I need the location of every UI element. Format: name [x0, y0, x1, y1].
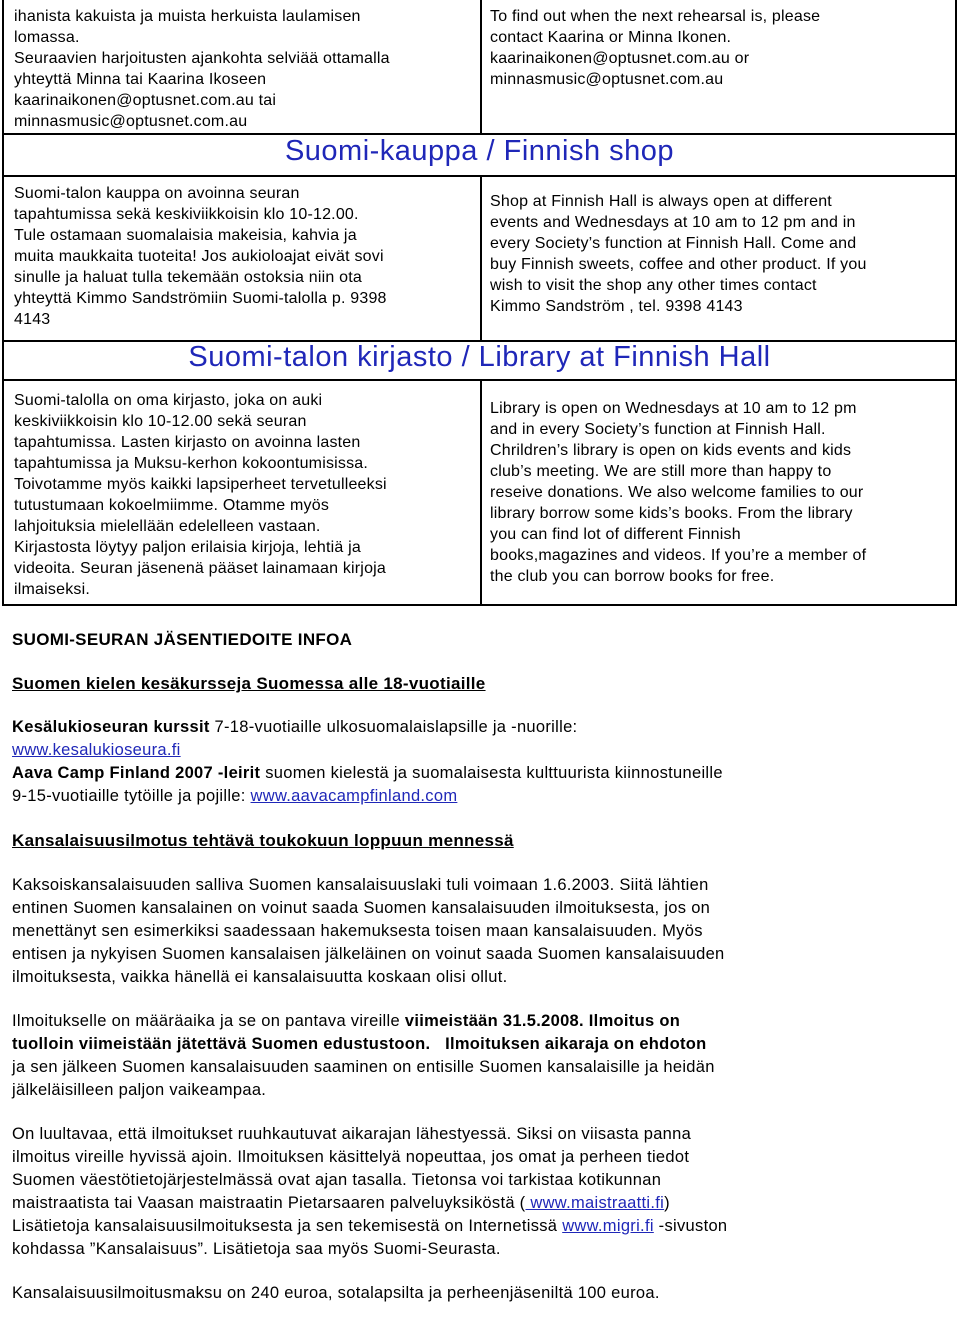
library-fi: Suomi-talolla on oma kirjasto, joka on auki keskiviikkoisin klo 10-12.00 sekä seuran tapahtumissa. Lasten kirjasto on avoinna lasten tapahtumissa ja Muksu-kerhon kokoontumisissa. Toivotamme myös kaikki lapsiperheet tervetulleeksi tutustumaan kokoelmiimme. Otamme myös lahjoituksia mielellään edelelleen vastaan. Kirjastosta löytyy paljon erilaisia kirjoja, lehtiä ja videoita. Seuran jäsenenä pääset lainamaan kirjoja ilmaiseksi.: [14, 392, 387, 598]
info-heading: SUOMI-SEURAN JÄSENTIEDOITE INFOA: [12, 630, 353, 649]
fee-text: Kansalaisuusilmoitusmaksu on 240 euroa, sotalapsilta ja perheenjäseniltä 100 euroa.: [12, 1284, 660, 1302]
aava-link[interactable]: www.aavacampfinland.com: [250, 787, 458, 805]
rehearsal-fi: ihanista kakuista ja muista herkuista laulamisen lomassa. Seuraavien harjoitusten ajankohta selviää ottamalla yhteyttä Minna tai Kaarina Ikoseen kaarinaikonen@optusnet.com.au tai minnasmusic@optusnet.com.au: [14, 8, 390, 130]
course-heading: Suomen kielen kesäkursseja Suomessa alle 18-vuotiaille: [12, 674, 486, 693]
para3-line: kohdassa ”Kansalaisuus”. Lisätietoja saa myös Suomi-Seurasta.: [12, 1240, 501, 1258]
shop-title: Suomi-kauppa / Finnish shop: [284, 135, 675, 167]
aava-title: Aava Camp Finland 2007 -leirit: [12, 764, 261, 782]
table-frame: [2, 0, 957, 606]
library-en: Library is open on Wednesdays at 10 am to 12 pm and in every Society’s function at Finnish Hall. Chrildren’s library is open on kids events and kids club’s meeting. We are still more than happy to reseive donations. We also welcome families to our library borrow some kids’s books. From the library you can find lot of different Finnish books,magazines and videos. If you’re a member of the club you can borrow books for free.: [490, 400, 867, 585]
para3-text: maistraatista tai Vaasan maistraatin Pietarsaaren palveluyksiköstä (: [12, 1194, 526, 1212]
para3-paren: ): [664, 1194, 670, 1212]
info-section: [12, 628, 947, 1305]
para1-line: Kaksoiskansalaisuuden salliva Suomen kansalaisuuslaki tuli voimaan 1.6.2003. Siitä lähtien: [12, 876, 709, 894]
para2-bold-2: Ilmoituksen aikaraja on ehdoton: [445, 1035, 707, 1053]
para1-line: entinen Suomen kansalainen on voinut saada Suomen kansalaisuuden ilmoituksesta, jos on: [12, 899, 711, 917]
column-divider: [480, 0, 482, 133]
para3-text-2: Lisätietoja kansalaisuusilmoituksesta ja sen tekemisestä on Internetissä: [12, 1217, 563, 1235]
para3-suffix: -sivuston: [653, 1217, 728, 1235]
shop-en: Shop at Finnish Hall is always open at different events and Wednesdays at 10 am to 12 pm and in every Society’s function at Finnish Hall. Come and buy Finnish sweets, coffee and other product. If you wish to visit the shop any other times contact Kimmo Sandström , tel. 9398 4143: [490, 193, 867, 315]
para3-line: On luultavaa, että ilmoitukset ruuhkautuvat aikarajan lähestyessä. Siksi on viisasta panna: [12, 1125, 692, 1143]
library-title: Suomi-talon kirjasto / Library at Finnish Hall: [188, 341, 771, 373]
kesalukio-link[interactable]: www.kesalukioseura.fi: [12, 741, 181, 759]
para1-line: menettänyt sen esimerkiksi saadessaan hakemuksesta toisen maan kansalaisuuden. Myös: [12, 922, 703, 940]
maistraatti-link[interactable]: www.maistraatti.fi: [525, 1194, 665, 1212]
para2-line: jälkeläisilleen paljon vaikeampaa.: [12, 1081, 267, 1099]
aava-text: suomen kielestä ja suomalaisesta kulttuurista kiinnostuneille: [260, 764, 723, 782]
para1-line: entisen ja nykyisen Suomen kansalaisen jälkeläinen on voinut saada Suomen kansalaisuuden: [12, 945, 725, 963]
shop-fi: Suomi-talon kauppa on avoinna seuran tapahtumissa sekä keskiviikkoisin klo 10-12.00. Tule ostamaan suomalaisia makeisia, kahvia ja muita maukkaita tuoteita! Jos aukioloajat eivät sovi sinulle ja haluat tulla tekemään ostoksia niin ota yhteyttä Kimmo Sandströmiin Suomi-talolla p. 9398 4143: [14, 185, 387, 328]
column-divider: [480, 379, 482, 605]
kesalukio-text: 7-18-vuotiaille ulkosuomalaislapsille ja -nuorille:: [209, 718, 578, 736]
para2-text: Ilmoitukselle on määräaika ja se on pantava vireille: [12, 1012, 405, 1030]
migri-link[interactable]: www.migri.fi: [562, 1217, 654, 1235]
para2-deadline: viimeistään 31.5.2008. Ilmoitus on: [404, 1012, 681, 1030]
column-divider: [480, 175, 482, 340]
para2-bold: tuolloin viimeistään jätettävä Suomen edustustoon.: [12, 1035, 431, 1053]
rehearsal-en: To find out when the next rehearsal is, please contact Kaarina or Minna Ikonen. kaarinaikonen@optusnet.com.au or minnasmusic@optusnet.com.au: [490, 8, 821, 88]
para3-line: ilmoitus vireille hyvissä ajoin. Ilmoituksen käsittelyä nopeuttaa, jos omat ja perheen tiedot: [12, 1148, 690, 1166]
para1-line: ilmoituksesta, vaikka hänellä ei kansalaisuutta koskaan olisi ollut.: [12, 968, 508, 986]
aava-text-2: 9-15-vuotiaille tytöille ja pojille:: [12, 787, 251, 805]
para2-line: ja sen jälkeen Suomen kansalaisuuden saaminen on entisille Suomen kansalaisille ja heidän: [12, 1058, 715, 1076]
kesalukio-title: Kesälukioseuran kurssit: [12, 718, 210, 736]
citizenship-heading: Kansalaisuusilmotus tehtävä toukokuun loppuun mennessä: [12, 831, 514, 850]
para3-line: Suomen väestötietojärjestelmässä ovat ajan tasalla. Tietonsa voi tarkistaa kotikunnan: [12, 1171, 662, 1189]
